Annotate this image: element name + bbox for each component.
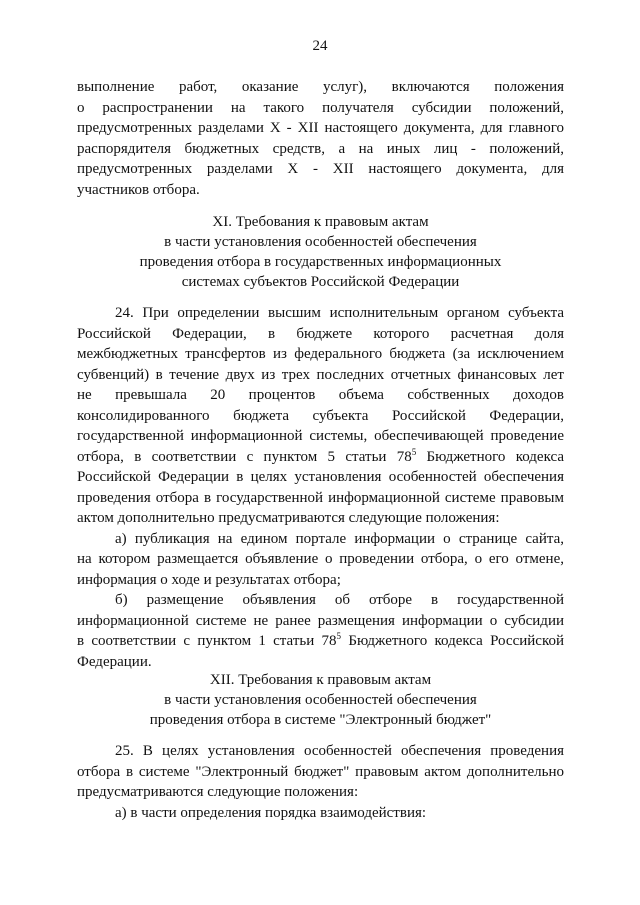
text-line: субвенций) в течение двух из трех последних отчетных финансовых лет bbox=[77, 366, 564, 383]
text-line: о распространении на такого получателя субсидии положений, bbox=[77, 99, 564, 116]
superscript: 5 bbox=[411, 446, 417, 457]
paragraph-continuation bbox=[77, 77, 564, 200]
text-line: межбюджетных трансфертов из федерального бюджета (за исключением bbox=[77, 346, 564, 362]
text-line: актом дополнительно предусматриваются следующие положения: bbox=[77, 510, 500, 526]
text-line: Федерации. bbox=[77, 653, 152, 670]
text-line: предусмотренных разделами X - XII настоящего документа, для главного bbox=[77, 120, 564, 136]
text-line: Российской Федерации, в бюджете которого расчетная доля bbox=[77, 325, 564, 342]
section-xi-heading bbox=[77, 212, 564, 292]
heading-line: системах субъектов Российской Федерации bbox=[181, 274, 460, 290]
text-line: проведения отбора в государственной информационной системе правовым bbox=[77, 489, 564, 506]
text-line: консолидированного бюджета субъекта Российской Федерации, bbox=[77, 407, 564, 424]
heading-line: в части установления особенностей обеспечения bbox=[164, 692, 477, 708]
text-line: предусмотренных разделами X - XII настоящего документа, для bbox=[77, 161, 564, 177]
text-line: на котором размещается объявление о проведении отбора, о его отмене, bbox=[77, 551, 564, 567]
text-line: а) в части определения порядка взаимодействия: bbox=[115, 804, 427, 821]
text-line: государственной информационной системы, обеспечивающей проведение bbox=[77, 428, 564, 444]
text-line: распорядителя бюджетных средств, а на иных лиц - положений, bbox=[77, 140, 564, 157]
page-number: 24 bbox=[312, 38, 328, 54]
heading-line: XI. Требования к правовым актам bbox=[212, 214, 429, 230]
text-line: 24. При определении высшим исполнительным органом субъекта bbox=[115, 305, 564, 321]
paragraph-24 bbox=[77, 303, 564, 672]
text-fragment: Бюджетного кодекса bbox=[416, 448, 564, 465]
heading-line: в части установления особенностей обеспечения bbox=[164, 234, 477, 250]
text-line: информационной системе не ранее размещения информации о субсидии bbox=[77, 612, 564, 629]
text-line-with-superscript bbox=[77, 447, 564, 468]
text-line: предусматриваются следующие положения: bbox=[77, 784, 359, 800]
text-fragment: отбора, в соответствии с пунктом 5 статьи 78 bbox=[77, 448, 412, 465]
text-line: участников отбора. bbox=[77, 181, 200, 198]
text-line: а) публикация на едином портале информации о странице сайта, bbox=[115, 530, 564, 547]
text-line: выполнение работ, оказание услуг), включаются положения bbox=[77, 79, 564, 95]
heading-line: проведения отбора в системе "Электронный бюджет" bbox=[149, 712, 492, 728]
text-line: информация о ходе и результатах отбора; bbox=[77, 571, 341, 588]
heading-line: проведения отбора в государственных информационных bbox=[139, 254, 502, 270]
paragraph-25 bbox=[77, 741, 564, 823]
text-line-with-superscript bbox=[77, 631, 564, 652]
text-line: отбора в системе "Электронный бюджет" правовым актом дополнительно bbox=[77, 763, 564, 780]
superscript: 5 bbox=[336, 631, 342, 641]
text-line: не превышала 20 процентов объема собственных доходов bbox=[77, 387, 564, 403]
heading-line: XII. Требования к правовым актам bbox=[209, 672, 432, 688]
text-line: Российской Федерации в целях установления особенностей обеспечения bbox=[77, 469, 564, 485]
text-fragment: Бюджетного кодекса Российской bbox=[341, 633, 565, 649]
text-line: 25. В целях установления особенностей обеспечения проведения bbox=[115, 743, 564, 759]
text-line: б) размещение объявления об отборе в государственной bbox=[115, 592, 564, 608]
section-xii-heading bbox=[77, 670, 564, 730]
text-fragment: в соответствии с пунктом 1 статьи 78 bbox=[77, 633, 337, 649]
